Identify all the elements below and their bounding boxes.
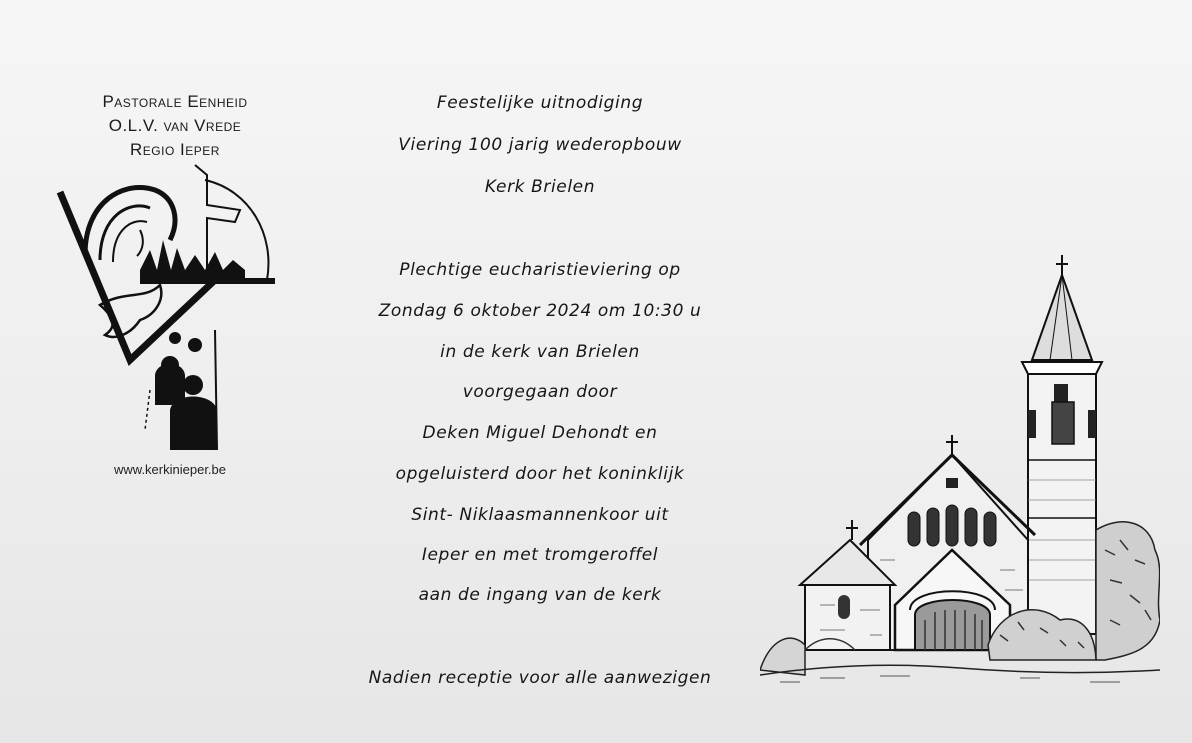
invitation-line: Plechtige eucharistieviering op xyxy=(399,260,681,280)
invitation-line: voorgegaan door xyxy=(462,382,618,402)
invitation-line: opgeluisterd door het koninklijk xyxy=(395,464,685,484)
invitation-line: Deken Miguel Dehondt en xyxy=(422,423,658,443)
org-name-line3: Regio Ieper xyxy=(130,140,220,159)
invitation-date: Zondag 6 oktober 2024 om 10:30 u xyxy=(378,301,702,321)
invitation-line: in de kerk van Brielen xyxy=(440,342,640,362)
logo-block xyxy=(40,90,310,162)
church-drawing-icon xyxy=(760,250,1160,690)
invitation-line: Viering 100 jarig wederopbouw xyxy=(398,135,682,155)
org-name-line2: O.L.V. van Vrede xyxy=(108,116,242,135)
invitation-line: aan de ingang van de kerk xyxy=(418,585,662,605)
invitation-reception: Nadien receptie voor alle aanwezigen xyxy=(368,668,712,688)
invitation-line: Ieper en met tromgeroffel xyxy=(421,545,659,565)
website-link[interactable]: www.kerkinieper.be xyxy=(114,462,226,477)
invitation-title: Feestelijke uitnodiging xyxy=(436,93,644,113)
emblem-icon xyxy=(45,160,280,455)
invitation-line: Sint- Niklaasmannenkoor uit xyxy=(411,505,669,525)
org-name-line1: Pastorale Eenheid xyxy=(102,92,248,111)
invitation-line: Kerk Brielen xyxy=(484,177,596,197)
